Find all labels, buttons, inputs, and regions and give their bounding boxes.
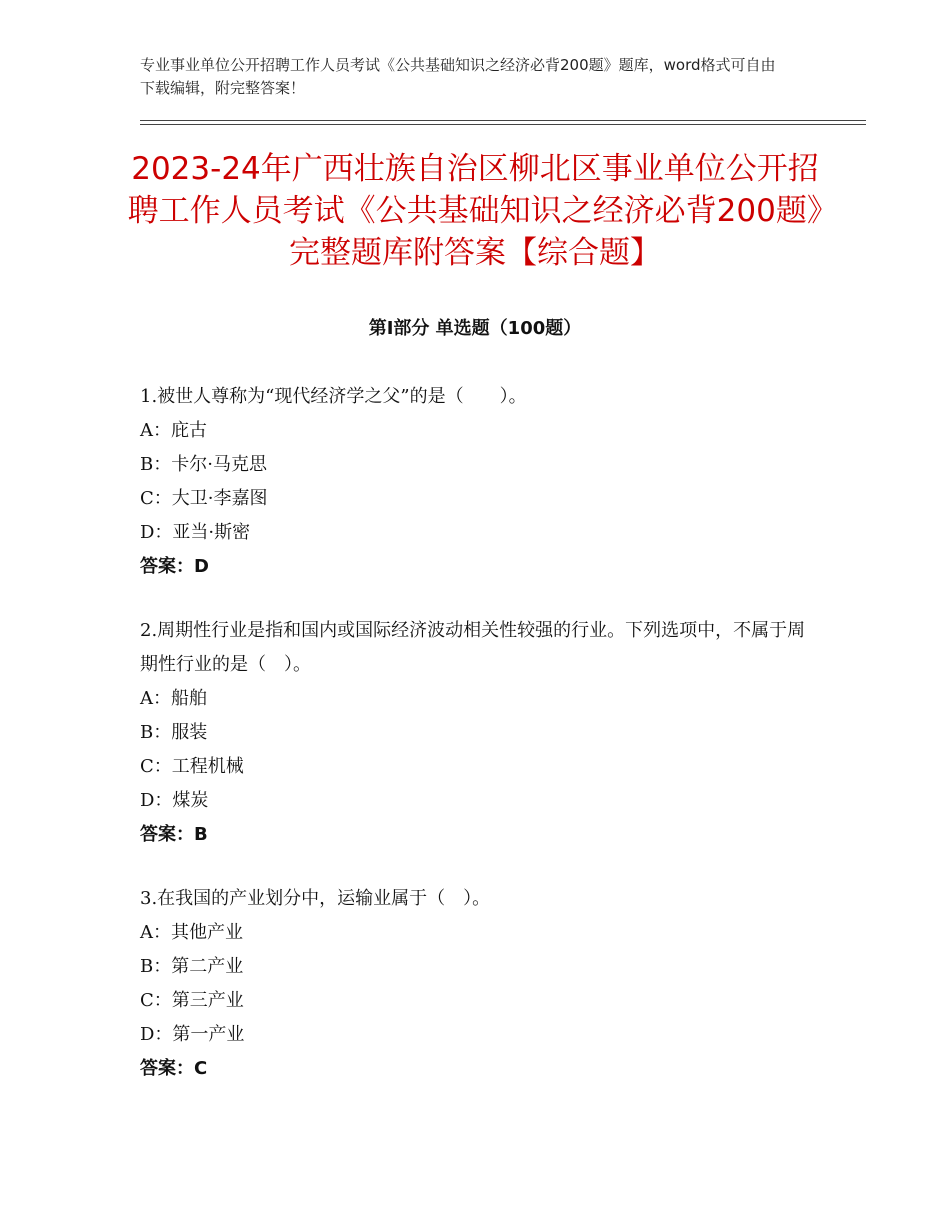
option-c: C：工程机械 <box>140 756 244 777</box>
option-d: D：第一产业 <box>140 1024 245 1045</box>
question-2 <box>140 614 820 852</box>
document-title: 2023-24年广西壮族自治区柳北区事业单位公开招聘工作人员考试《公共基础知识之经济必背200题》完整题库附答案【综合题】 <box>127 151 823 271</box>
question-stem: 3.在我国的产业划分中，运输业属于（ ）。 <box>140 888 491 909</box>
option-a: A：船舶 <box>140 688 207 709</box>
header-divider <box>140 120 866 121</box>
answer-line: 答案：D <box>140 556 209 577</box>
question-stem: 2.周期性行业是指和国内或国际经济波动相关性较强的行业。下列选项中，不属于周期性行业的是（ ）。 <box>140 620 806 675</box>
option-b: B：第二产业 <box>140 956 244 977</box>
answer-line: 答案：B <box>140 824 208 845</box>
option-c: C：大卫·李嘉图 <box>140 488 268 509</box>
option-d: D：煤炭 <box>140 790 209 811</box>
option-c: C：第三产业 <box>140 990 244 1011</box>
header-divider-secondary <box>140 124 866 125</box>
section-title: 第Ⅰ部分 单选题（100题） <box>368 318 582 339</box>
question-list <box>140 380 820 1116</box>
header-note: 专业事业单位公开招聘工作人员考试《公共基础知识之经济必背200题》题库，word格式可自由下载编辑，附完整答案！ <box>140 56 776 97</box>
option-d: D：亚当·斯密 <box>140 522 251 543</box>
option-a: A：庇古 <box>140 420 207 441</box>
question-stem: 1.被世人尊称为“现代经济学之父”的是（ ）。 <box>140 386 527 407</box>
answer-line: 答案：C <box>140 1058 208 1079</box>
question-1 <box>140 380 820 584</box>
option-b: B：卡尔·马克思 <box>140 454 267 475</box>
option-b: B：服装 <box>140 722 208 743</box>
option-a: A：其他产业 <box>140 922 243 943</box>
question-3 <box>140 882 820 1086</box>
